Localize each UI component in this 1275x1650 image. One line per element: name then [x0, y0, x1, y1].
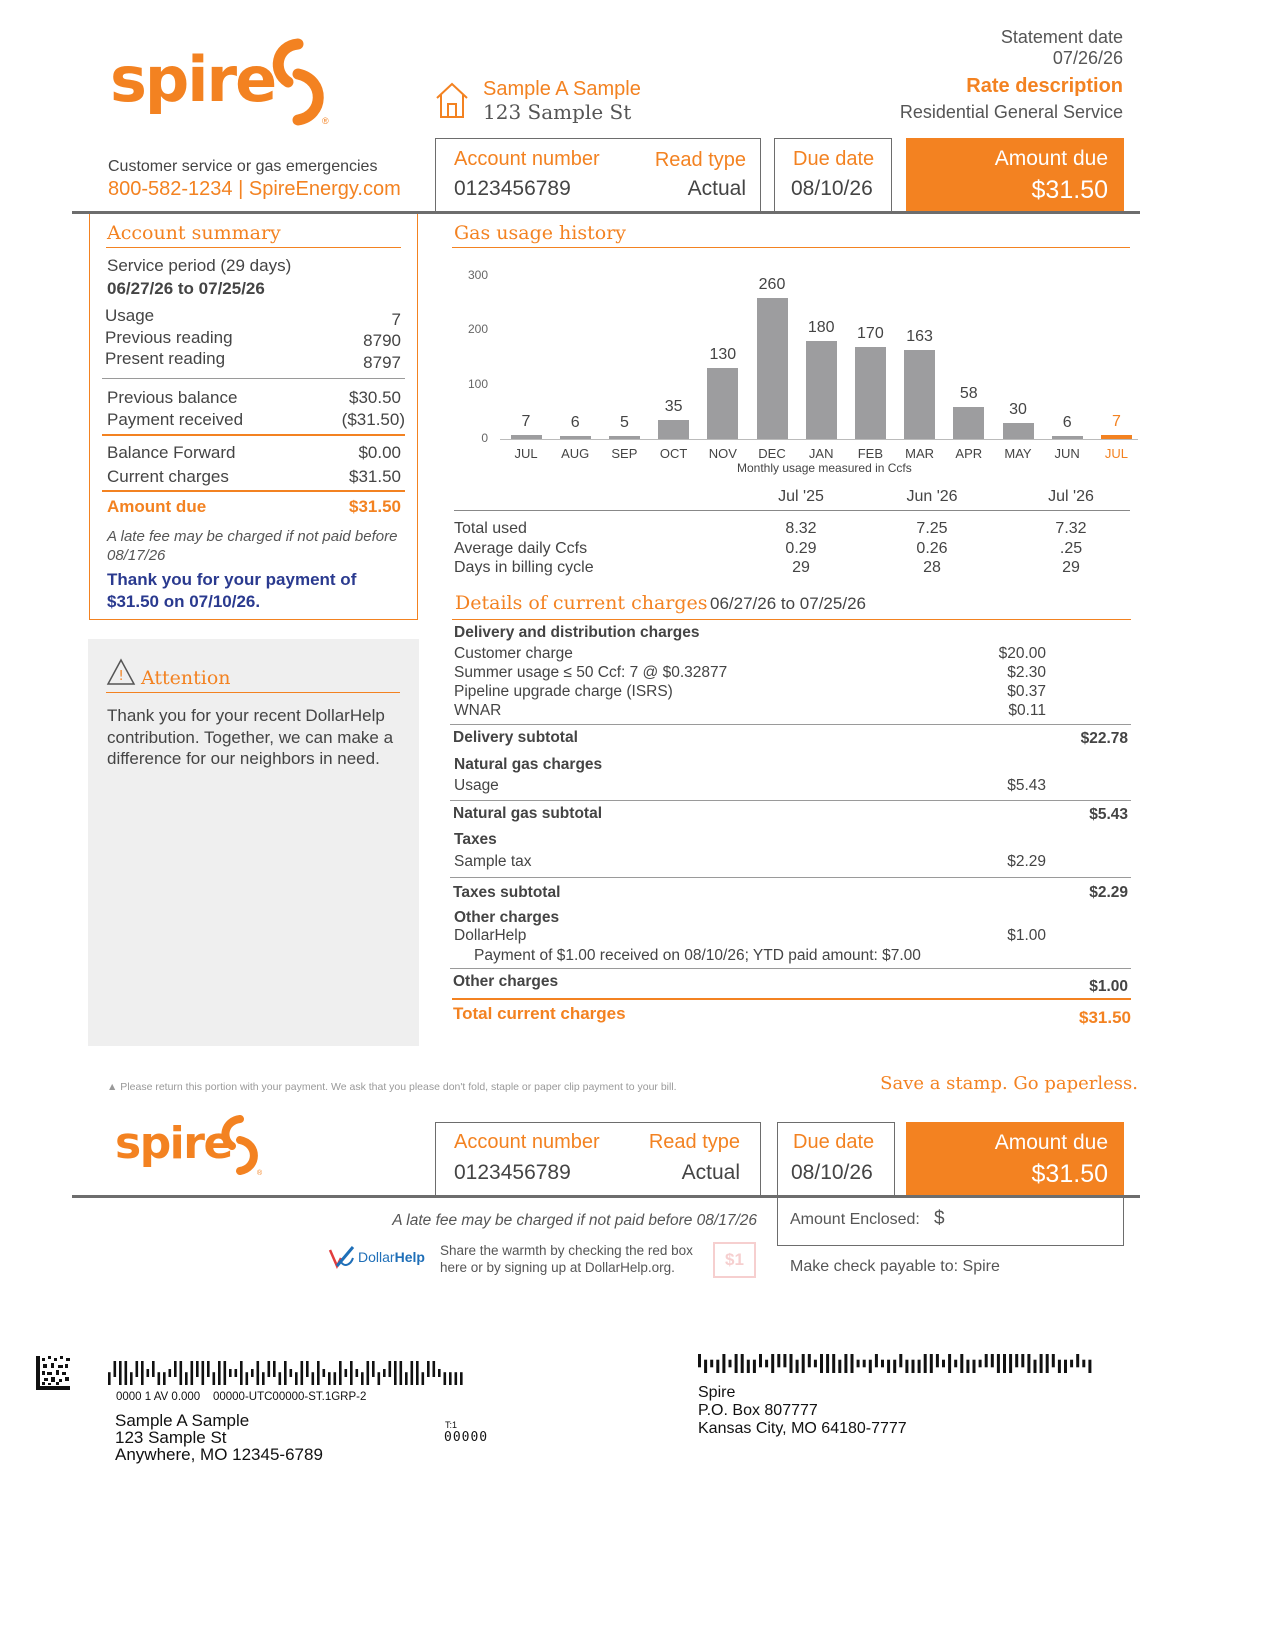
- spire-logo: [110, 40, 275, 120]
- bar-value-label: 35: [664, 397, 683, 415]
- remit-barcode-icon: [698, 1354, 1094, 1374]
- previous-reading: 8790: [363, 331, 401, 350]
- month-label: AUG: [561, 446, 590, 461]
- contact-line[interactable]: 800-582-1234 | SpireEnergy.com: [108, 178, 401, 200]
- service-period: 06/27/26 to 07/25/26: [107, 279, 265, 298]
- chart-caption: Monthly usage measured in Ccfs: [737, 461, 912, 475]
- compare-value: 8.32: [785, 520, 817, 537]
- amount-due: $31.50: [1031, 176, 1108, 204]
- compare-value: 29: [1062, 559, 1080, 576]
- due-date-label: Due date: [793, 148, 875, 170]
- stub-due-date-box: [777, 1122, 895, 1196]
- svg-text:®: ®: [322, 116, 329, 126]
- svg-text:!: !: [118, 669, 124, 684]
- usage-bar: [511, 435, 542, 439]
- stub-logo-wordmark: spire: [115, 1118, 232, 1169]
- gas-subtotal-row: Natural gas subtotal $5.43: [453, 805, 1128, 823]
- month-label: OCT: [659, 446, 688, 461]
- usage-bar: [904, 350, 935, 439]
- dollarhelp-text: Share the warmth by checking the red box here or by signing up at DollarHelp.org.: [440, 1243, 693, 1275]
- attention-panel: [88, 639, 419, 1046]
- amount-enclosed-label: Amount Enclosed:: [790, 1211, 920, 1228]
- gas-usage-rule: [452, 247, 1130, 248]
- summary-amount-due: $31.50: [349, 497, 401, 516]
- summary-amount-due-label: Amount due: [107, 497, 207, 516]
- previous-balance: $30.50: [349, 388, 401, 407]
- stub-amount-due-label: Amount due: [994, 1131, 1108, 1154]
- y-tick-label: 100: [467, 376, 488, 391]
- paperless-link[interactable]: Save a stamp. Go paperless.: [880, 1073, 1138, 1094]
- amount-enclosed-box[interactable]: [777, 1198, 1124, 1246]
- dollarhelp-row: DollarHelp $1.00: [454, 927, 1046, 944]
- stub-spire-logo-mark-icon: [218, 1115, 268, 1177]
- compare-col-2: Jun '26: [906, 488, 958, 505]
- chart-baseline: [500, 439, 1138, 440]
- bar-value-label: 6: [570, 413, 580, 431]
- account-summary-title: Account summary: [107, 222, 281, 244]
- usage-bar: [953, 407, 984, 439]
- summary-title-rule: [106, 247, 401, 248]
- stub-due-date-label: Due date: [793, 1131, 875, 1153]
- compare-value: 28: [923, 559, 941, 576]
- remit-name: Spire: [698, 1384, 736, 1401]
- tax-head: Taxes: [454, 831, 497, 848]
- read-type-label: Read type: [654, 149, 746, 171]
- bar-value-label: 7: [1111, 413, 1121, 431]
- current-charges-label: Current charges: [107, 467, 229, 486]
- compare-value: 7.25: [916, 520, 948, 537]
- stub-amount-due-box: [906, 1122, 1124, 1196]
- tax-divider: [450, 877, 1131, 878]
- remit-box: P.O. Box 807777: [698, 1402, 818, 1419]
- mail-barcode-icon: [108, 1361, 468, 1387]
- summary-divider-1: [102, 378, 405, 379]
- usage-bar: [757, 298, 788, 439]
- previous-reading-row: [105, 328, 401, 351]
- usage-bar: [1003, 423, 1034, 439]
- current-charges-row: [107, 467, 401, 487]
- month-label: DEC: [758, 446, 786, 461]
- bar-value-label: 5: [619, 414, 629, 432]
- mail-city: Anywhere, MO 12345-6789: [115, 1445, 323, 1464]
- y-tick-label: 300: [467, 268, 488, 282]
- summary-amount-due-row: [107, 497, 401, 517]
- usage-bar: [658, 420, 689, 439]
- usage-bar: [560, 436, 591, 439]
- compare-value: 7.32: [1055, 520, 1087, 537]
- check-payable-note: Make check payable to: Spire: [790, 1258, 1000, 1275]
- bar-value-label: 58: [959, 385, 978, 403]
- total-row: Total current charges $31.50: [453, 1004, 1131, 1027]
- usage-bar: [855, 347, 886, 439]
- dollarhelp-note: Payment of $1.00 received on 08/10/26; YTD paid amount: $7.00: [474, 947, 921, 964]
- month-label: JUL: [1104, 446, 1128, 461]
- dollarhelp-logo-icon: [327, 1244, 357, 1272]
- spire-logo-mark-icon: [268, 38, 338, 128]
- details-rule: [452, 619, 1131, 620]
- gas-head: Natural gas charges: [454, 756, 603, 773]
- balance-forward-row: [107, 443, 401, 463]
- customer-name: Sample A Sample: [483, 78, 641, 100]
- stub-account-number-label: Account number: [454, 1131, 600, 1153]
- balance-forward: $0.00: [358, 443, 401, 462]
- wnar-row: WNAR $0.11: [454, 702, 1046, 719]
- usage-row: [105, 306, 401, 330]
- month-label: SEP: [611, 446, 638, 461]
- svg-text:®: ®: [257, 1170, 263, 1177]
- warning-icon: [106, 658, 136, 686]
- present-reading: 8797: [363, 353, 401, 372]
- usage-bar: [1052, 436, 1083, 439]
- stub-account-number: 0123456789: [454, 1161, 571, 1184]
- summary-divider-2: [102, 434, 405, 436]
- mail-code-line: 0000 1 AV 0.000 00000-UTC00000-ST.1GRP-2: [116, 1391, 367, 1403]
- compare-col-1: Jul '25: [778, 488, 824, 505]
- tray-code: 00000: [444, 1430, 489, 1445]
- compare-col-3: Jul '26: [1048, 488, 1094, 505]
- usage-bar: [1101, 435, 1132, 439]
- rate-description: Residential General Service: [899, 102, 1123, 122]
- usage-value: 7: [391, 310, 401, 329]
- delivery-divider: [450, 724, 1131, 725]
- month-label: APR: [955, 446, 983, 461]
- attention-title: Attention: [141, 667, 231, 689]
- balance-forward-label: Balance Forward: [107, 443, 236, 462]
- mail-name: Sample A Sample: [115, 1411, 250, 1430]
- account-number: 0123456789: [454, 177, 571, 200]
- account-number-label: Account number: [454, 148, 600, 170]
- compare-value: .25: [1059, 539, 1083, 557]
- gas-usage-title: Gas usage history: [454, 222, 627, 244]
- compare-value: 0.29: [785, 539, 817, 557]
- usage-bar: [806, 341, 837, 439]
- other-divider: [450, 968, 1131, 969]
- month-label: JUL: [514, 446, 538, 461]
- statement-date: 07/26/26: [1052, 48, 1123, 68]
- stub-spire-logo: [115, 1118, 232, 1170]
- mail-street: 123 Sample St: [115, 1428, 227, 1447]
- service-period-label: Service period (29 days): [107, 256, 292, 275]
- amount-due-box: [906, 138, 1124, 212]
- payment-received: ($31.50): [341, 410, 405, 429]
- month-label: FEB: [857, 446, 884, 461]
- stub-late-note: A late fee may be charged if not paid before 08/17/26: [392, 1212, 757, 1229]
- due-date: 08/10/26: [791, 177, 873, 200]
- customer-street: 123 Sample St: [483, 100, 632, 124]
- stub-due-date: 08/10/26: [791, 1161, 873, 1184]
- payment-thanks: Thank you for your payment of $31.50 on 07/10/26.: [107, 570, 357, 611]
- y-tick-label: 200: [467, 322, 488, 337]
- bar-value-label: 6: [1062, 413, 1072, 431]
- compare-row-label: Total used: [454, 520, 527, 537]
- present-reading-label: Present reading: [105, 349, 226, 368]
- attention-rule: [106, 692, 400, 693]
- statement-date-label: Statement date: [1000, 27, 1123, 47]
- isrs-row: Pipeline upgrade charge (ISRS) $0.37: [454, 683, 1046, 700]
- rate-description-label: Rate description: [966, 75, 1123, 97]
- gas-usage-row: Usage $5.43: [454, 777, 1046, 794]
- dollarhelp-checkbox[interactable]: $1: [713, 1242, 756, 1278]
- bar-value-label: 130: [709, 346, 737, 364]
- summary-divider-3: [102, 490, 405, 492]
- compare-value: 29: [792, 559, 810, 576]
- amount-due-label: Amount due: [994, 147, 1108, 170]
- read-type: Actual: [687, 177, 746, 200]
- delivery-subtotal-row: Delivery subtotal $22.78: [453, 729, 1128, 747]
- customer-charge-row: Customer charge $20.00: [454, 645, 1046, 662]
- bar-value-label: 260: [758, 275, 786, 293]
- logo-wordmark: spire: [110, 43, 276, 116]
- bar-value-label: 170: [857, 324, 884, 342]
- tray-label: T:1: [445, 1420, 458, 1430]
- bar-value-label: 163: [906, 328, 933, 346]
- stub-amount-due: $31.50: [1031, 1160, 1108, 1188]
- due-date-box: [774, 138, 892, 212]
- attention-body: Thank you for your recent DollarHelp contribution. Together, we can make a difference for our neighbors in need.: [107, 706, 394, 768]
- amount-enclosed-symbol: $: [934, 1208, 945, 1229]
- previous-reading-label: Previous reading: [105, 328, 233, 347]
- delivery-head: Delivery and distribution charges: [454, 624, 700, 641]
- current-charges: $31.50: [349, 467, 401, 486]
- stub-read-type-label: Read type: [648, 1131, 740, 1153]
- contact-label: Customer service or gas emergencies: [108, 158, 378, 175]
- home-icon: [434, 80, 470, 120]
- compare-row-label: Days in billing cycle: [454, 559, 594, 576]
- month-label: NOV: [708, 446, 737, 461]
- y-tick-label: 0: [481, 431, 488, 445]
- month-label: JAN: [808, 446, 834, 461]
- usage-bar: [707, 368, 738, 439]
- usage-label: Usage: [105, 306, 155, 325]
- payment-received-row: [107, 410, 405, 430]
- summer-usage-row: Summer usage ≤ 50 Ccf: 7 @ $0.32877 $2.30: [454, 664, 1046, 681]
- compare-row-label: Average daily Ccfs: [454, 539, 588, 557]
- bar-value-label: 7: [521, 413, 531, 431]
- previous-balance-label: Previous balance: [107, 388, 238, 407]
- bar-value-label: 30: [1009, 400, 1027, 418]
- bar-value-label: 180: [807, 319, 835, 337]
- sample-tax-row: Sample tax $2.29: [454, 853, 1046, 870]
- details-period: 06/27/26 to 07/25/26: [710, 594, 866, 613]
- month-label: MAR: [905, 446, 935, 461]
- compare-divider: [454, 510, 1130, 511]
- total-divider: [452, 998, 1131, 1000]
- stub-read-type: Actual: [681, 1161, 740, 1184]
- compare-value: 0.26: [916, 539, 948, 557]
- dollarhelp-logo-text: DollarHelp: [358, 1249, 425, 1265]
- 2d-barcode-icon: [36, 1356, 70, 1390]
- stub-account-box: [435, 1122, 761, 1196]
- details-title: Details of current charges: [455, 592, 708, 614]
- usage-bar: [609, 436, 640, 439]
- present-reading-row: [105, 349, 401, 373]
- other-head: Other charges: [454, 909, 560, 926]
- payment-received-label: Payment received: [107, 410, 244, 429]
- month-label: MAY: [1004, 446, 1032, 461]
- return-note: ▲ Please return this portion with your payment. We ask that you please don't fold, staple or paper clip payment to your bill.: [107, 1081, 677, 1093]
- gas-divider: [450, 800, 1131, 801]
- month-label: JUN: [1054, 446, 1080, 461]
- remit-city: Kansas City, MO 64180-7777: [698, 1420, 907, 1437]
- summary-late-note: A late fee may be charged if not paid before 08/17/26: [107, 528, 398, 564]
- previous-balance-row: [107, 388, 401, 408]
- account-box: [435, 138, 761, 212]
- other-subtotal-row: Other charges $1.00: [453, 973, 1128, 995]
- tax-subtotal-row: Taxes subtotal $2.29: [453, 884, 1128, 901]
